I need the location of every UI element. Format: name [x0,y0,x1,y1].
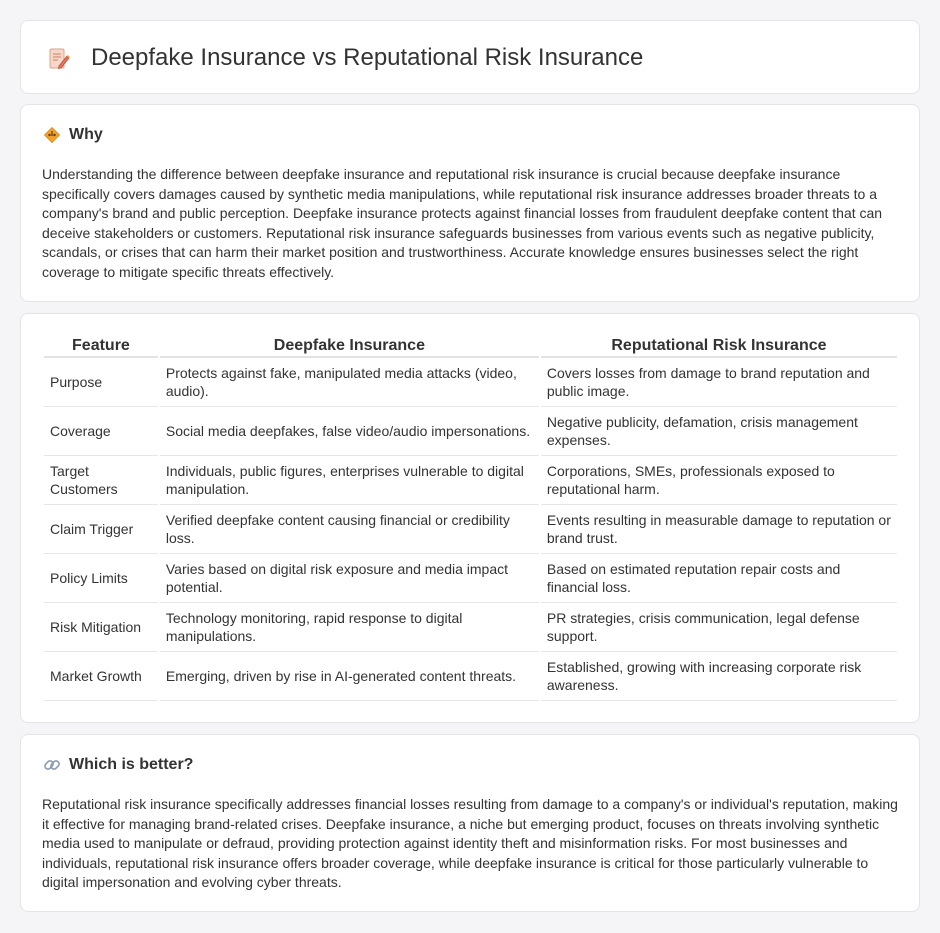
why-text: Understanding the difference between deepfake insurance and reputational risk insurance is crucial because deepfake insurance specifically covers damages caused by synthetic media manipulations, while reputational risk insurance addresses broader threats to a company's brand and public perception. Deepfake insurance protects against financial losses from fraudulent deepfake content that can deceive stakeholders or customers. Reputational risk insurance safeguards businesses from various events such as negative publicity, scandals, or crises that can harm their market position and trustworthiness. Accurate knowledge ensures businesses select the right coverage to mitigate specific threats effectively. [42,166,883,280]
comparison-table-card [20,313,920,723]
deepfake-cell: Technology monitoring, rapid response to digital manipulations. [160,603,539,652]
why-heading: Why [69,126,103,143]
deepfake-cell: Protects against fake, manipulated media attacks (video, audio). [160,358,539,407]
better-text: Reputational risk insurance specifically addresses financial losses resulting from damage to a company's or individual's reputation, making it effective for managing brand-related crises. Deepfake insurance, a niche but emerging product, focuses on threats involving synthetic media used to manipulate or defraud, providing protection against identity theft and misinformation risks. For most businesses and individuals, reputational risk insurance offers broader coverage, while deepfake insurance is critical for those particularly vulnerable to digital impersonation and evolving cyber threats. [42,796,898,890]
why-section [20,104,920,302]
better-heading: Which is better? [69,756,194,773]
deepfake-cell: Emerging, driven by rise in AI-generated content threats. [160,652,539,701]
link-icon [43,756,61,774]
header-feature: Feature [44,336,158,358]
reputational-cell: Covers losses from damage to brand reputation and public image. [541,358,897,407]
reputational-cell: Negative publicity, defamation, crisis management expenses. [541,407,897,456]
feature-cell: Market Growth [44,652,158,701]
better-heading-row [43,756,193,774]
reputational-cell: PR strategies, crisis communication, legal defense support. [541,603,897,652]
reputational-cell: Corporations, SMEs, professionals exposed to reputational harm. [541,456,897,505]
reputational-cell: Established, growing with increasing corporate risk awareness. [541,652,897,701]
table-row [44,358,897,407]
feature-cell: Claim Trigger [44,505,158,554]
deepfake-cell: Social media deepfakes, false video/audio impersonations. [160,407,539,456]
header-reputational: Reputational Risk Insurance [541,336,897,358]
deepfake-cell: Individuals, public figures, enterprises vulnerable to digital manipulation. [160,456,539,505]
feature-cell: Target Customers [44,456,158,505]
title-card [20,20,920,94]
table-row [44,554,897,603]
header-deepfake: Deepfake Insurance [160,336,539,358]
feature-cell: Risk Mitigation [44,603,158,652]
feature-cell: Purpose [44,358,158,407]
comparison-table [42,336,899,701]
which-is-better-section [20,734,920,912]
reputational-cell: Events resulting in measurable damage to reputation or brand trust. [541,505,897,554]
table-row [44,603,897,652]
table-row [44,652,897,701]
reputational-cell: Based on estimated reputation repair costs and financial loss. [541,554,897,603]
table-header-row [44,336,897,358]
page-title: Deepfake Insurance vs Reputational Risk Insurance [91,44,644,71]
table-row [44,456,897,505]
table-row [44,407,897,456]
feature-cell: Coverage [44,407,158,456]
deepfake-cell: Varies based on digital risk exposure and media impact potential. [160,554,539,603]
feature-cell: Policy Limits [44,554,158,603]
document-edit-icon [47,47,71,71]
deepfake-cell: Verified deepfake content causing financial or credibility loss. [160,505,539,554]
warning-diamond-icon [43,126,61,144]
table-row [44,505,897,554]
why-heading-row [43,126,103,144]
